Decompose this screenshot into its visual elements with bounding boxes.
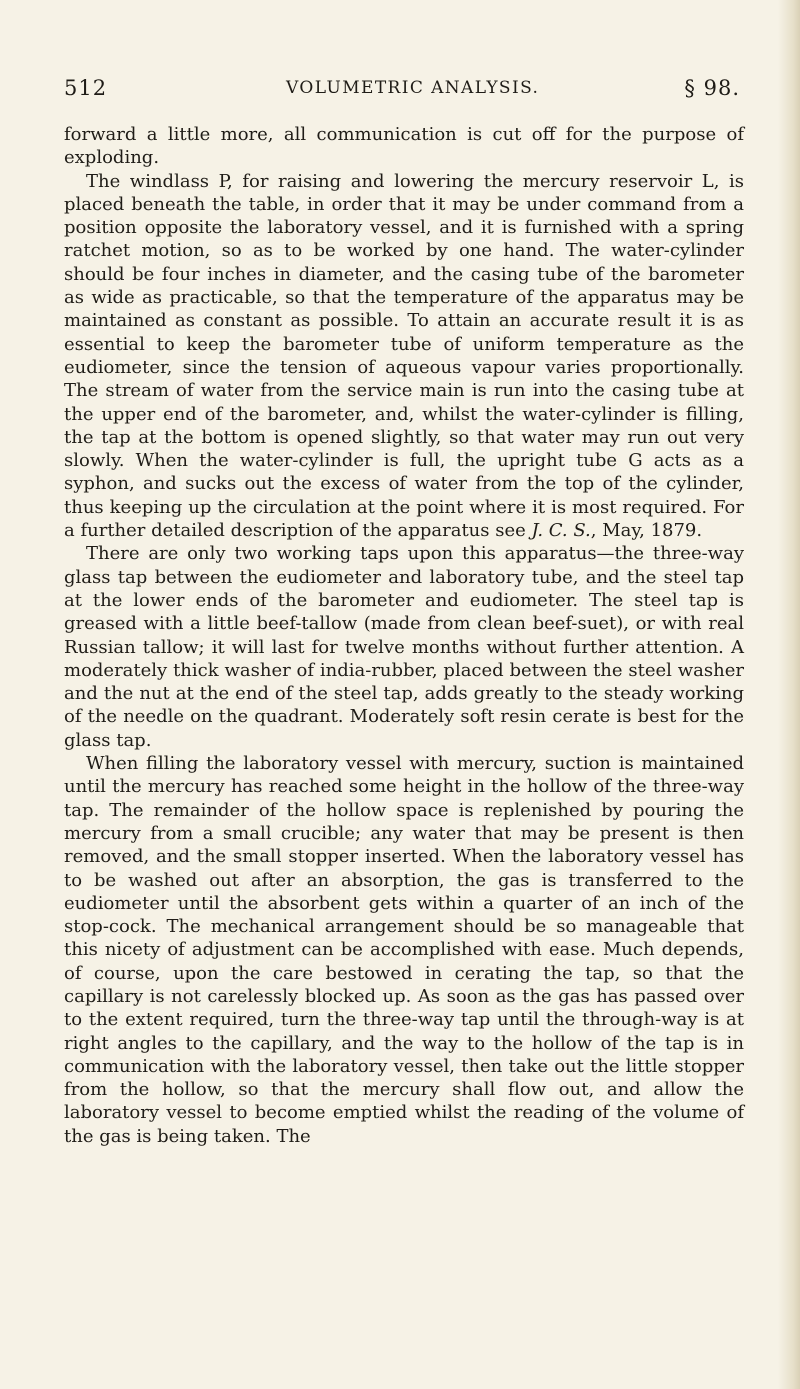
paragraph-3: There are only two working taps upon this apparatus—the three-way glass tap between the eudiometer and laboratory tube, and the steel tap at the lower ends of the barometer and eudiometer. The steel tap is greased with a little beef-tallow (made from clean beef-suet), or with real Russian tallow; it will last for twelve months without further attention. A moderately thick washer of india-rubber, placed between the steel washer and the nut at the end of the steel tap, adds greatly to the steady working of the needle on the quadrant. Moderately soft resin cerate is best for the glass tap. <box>64 543 744 751</box>
running-head <box>64 76 740 106</box>
paragraph-2-text: The windlass P, for raising and lowering the mercury reservoir L, is placed beneath the table, in order that it may be under command from a position opposite the laboratory vessel, and it is furnished with a spring ratchet motion, so as to be worked by one hand. The water-cylinder should be four inches in diameter, and the casing tube of the barometer as wide as practicable, so that the temperature of the apparatus may be maintained as constant as possible. To attain an accurate result it is as essential to keep the barometer tube of uniform temperature as the eudiometer, since the tension of aqueous vapour varies proportionally. The stream of water from the service main is run into the casing tube at the upper end of the barometer, and, whilst the water-cylinder is filling, the tap at the bottom is opened slightly, so that water may run out very slowly. When the water-cylinder is full, the upright tube G acts as a syphon, and sucks out the excess of water from the top of the cylinder, thus keeping up the circulation at the point where it is most required. For a further detailed description of the apparatus see <box>64 170 744 542</box>
paragraph-1: forward a little more, all communication is cut off for the purpose of exploding. <box>64 124 744 169</box>
paragraph-4: When filling the laboratory vessel with mercury, suction is maintained until the mercury has reached some height in the hollow of the three-way tap. The remainder of the hollow space is replenished by pouring the mercury from a small crucible; any water that may be present is then removed, and the small stopper inserted. When the laboratory vessel has to be washed out after an absorption, the gas is transferred to the eudiometer until the absorbent gets within a quarter of an inch of the stop-cock. The mechanical arrangement should be so manageable that this nicety of adjustment can be accomplished with ease. Much depends, of course, upon the care bestowed in cerating the tap, so that the capillary is not carelessly blocked up. As soon as the gas has passed over to the extent required, turn the three-way tap until the through-way is at right angles to the capillary, and the way to the hollow of the tap is in communication with the laboratory vessel, then take out the little stopper from the hollow, so that the mercury shall flow out, and allow the laboratory vessel to become emptied whilst the reading of the volume of the gas is being taken. The <box>64 753 744 1147</box>
paragraph-2-end: , May, 1879. <box>590 520 703 542</box>
page-number: 512 <box>64 76 108 100</box>
journal-reference: J. C. S. <box>531 520 591 542</box>
section-number: § 98. <box>684 76 740 100</box>
paragraph-2 <box>64 170 744 543</box>
page-edge-shadow <box>778 0 800 1389</box>
body-text <box>64 123 744 1148</box>
running-title: VOLUMETRIC ANALYSIS. <box>286 78 540 98</box>
